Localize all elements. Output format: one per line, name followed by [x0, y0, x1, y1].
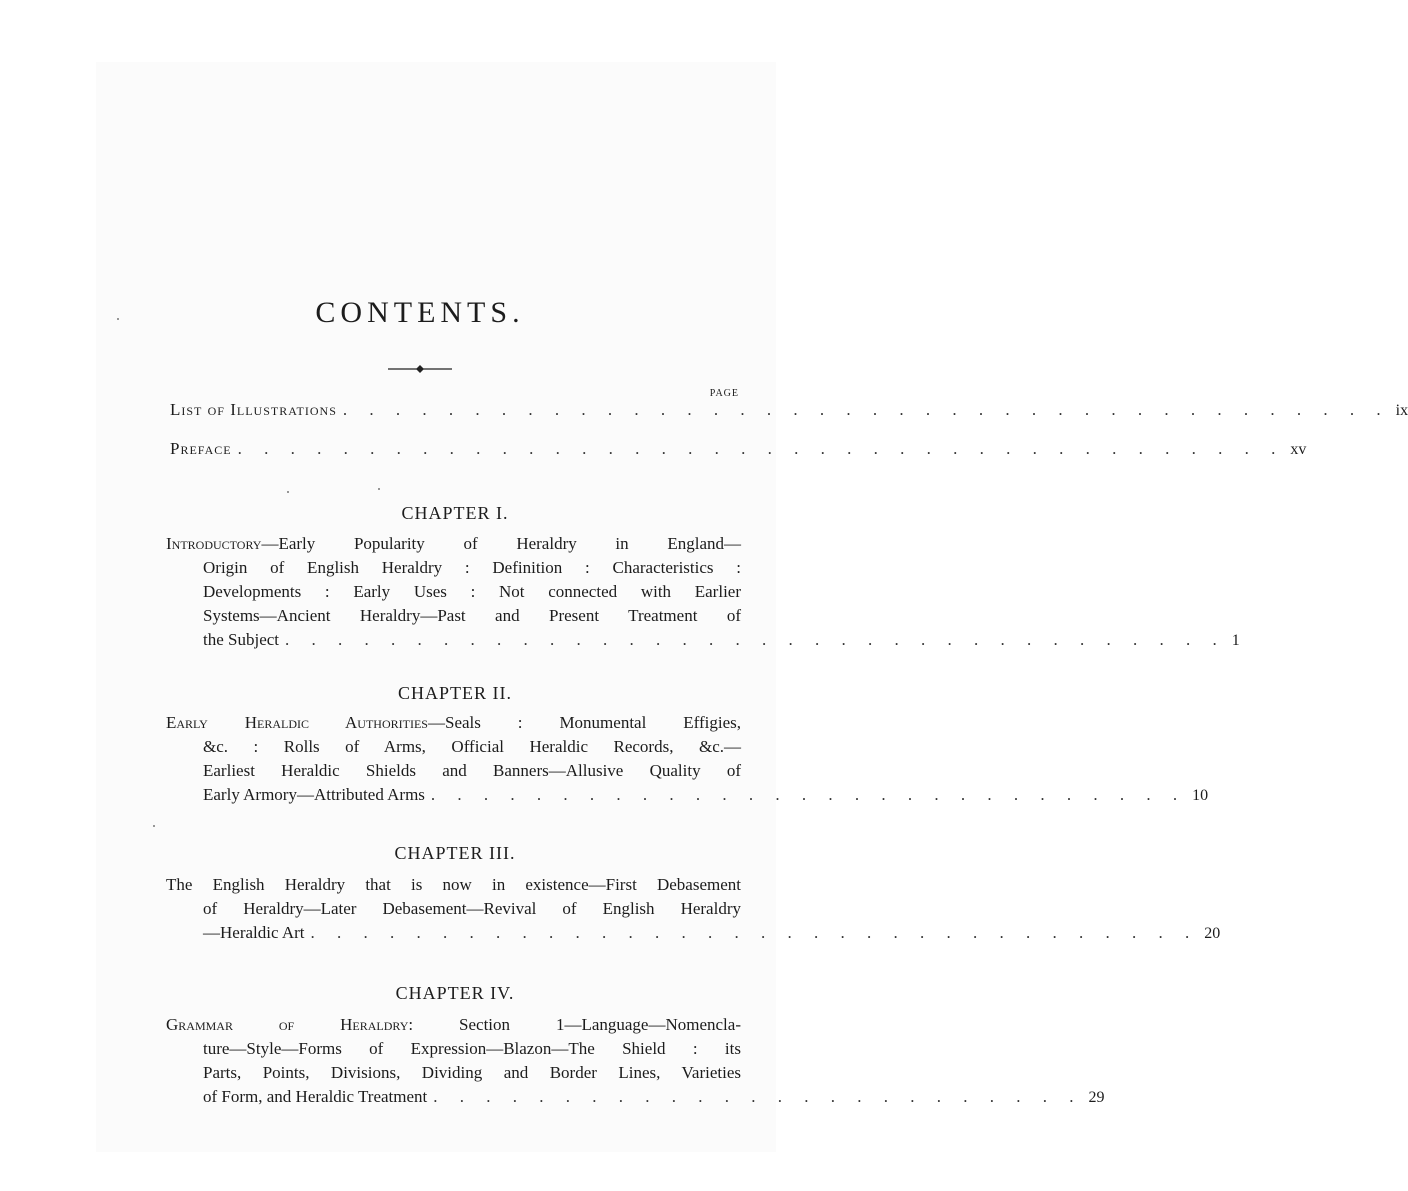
entry-lead: Grammar of Heraldry — [166, 1015, 409, 1034]
toc-entry-chapter-1[interactable] — [166, 532, 1240, 653]
page-title: CONTENTS. — [315, 296, 525, 329]
entry-text: the Subject — [203, 630, 280, 649]
dot-leader: . . . . . . . . . . . . . . . . . . . . . . . . . — [433, 1087, 1083, 1106]
entry-line: &c. : Rolls of Arms, Official Heraldic Records, &c.— — [203, 737, 741, 756]
toc-page-number: 29 — [1088, 1089, 1105, 1106]
entry-text: —Early Popularity of Heraldry in England— — [261, 534, 741, 553]
entry-text: —Seals : Monumental Effigies, — [427, 713, 741, 732]
entry-text: Early Armory—Attributed Arms — [203, 785, 425, 804]
entry-text: : Section 1—Language—Nomencla- — [408, 1015, 741, 1034]
toc-page-number: ix — [1395, 402, 1408, 419]
entry-line — [166, 921, 1221, 946]
entry-line — [166, 1013, 741, 1037]
toc-entry-chapter-3[interactable] — [166, 873, 1221, 946]
entry-text: —Heraldic Art — [203, 923, 305, 942]
entry-line — [166, 783, 1209, 808]
toc-entry-label: Preface — [170, 439, 232, 458]
entry-lead: Early Heraldic Authorities — [166, 713, 428, 732]
toc-entry-preface[interactable] — [170, 439, 1307, 459]
entry-line: of Heraldry—Later Debasement—Revival of English Heraldry — [203, 899, 741, 918]
toc-page-number: 1 — [1231, 632, 1240, 649]
entry-line: ture—Style—Forms of Expression—Blazon—The Shield : its — [203, 1039, 741, 1058]
toc-entry-chapter-2[interactable] — [166, 711, 1209, 808]
entry-lead: Introductory — [166, 534, 262, 553]
dot-leader: . . . . . . . . . . . . . . . . . . . . . . . . . . . . . — [430, 785, 1187, 804]
chapter-heading: CHAPTER IV. — [395, 983, 515, 1003]
entry-text: of Form, and Heraldic Treatment — [203, 1087, 428, 1106]
page-column-header: PAGE — [709, 388, 739, 399]
entry-line: Developments : Early Uses : Not connected with Earlier — [203, 582, 741, 601]
page-speck — [287, 491, 289, 493]
title-ornament-divider — [388, 363, 452, 375]
toc-entry-list-of-illustrations[interactable] — [170, 400, 1408, 420]
entry-line: Systems—Ancient Heraldry—Past and Present Treatment of — [203, 606, 741, 625]
dot-leader: . . . . . . . . . . . . . . . . . . . . . . . . . . . . . . . . . . . . . . . . — [237, 439, 1285, 458]
chapter-heading: CHAPTER III. — [394, 843, 516, 863]
chapter-heading: CHAPTER I. — [401, 503, 509, 523]
entry-line — [166, 532, 741, 556]
chapter-heading: CHAPTER II. — [398, 683, 512, 703]
toc-entry-chapter-4[interactable] — [166, 1013, 1105, 1110]
toc-page-number: xv — [1290, 441, 1307, 458]
dot-leader: . . . . . . . . . . . . . . . . . . . . . . . . . . . . . . . . . . . . . . . . — [342, 400, 1390, 419]
entry-line — [166, 628, 1240, 653]
toc-entry-label: List of Illustrations — [170, 400, 337, 419]
entry-line: Earliest Heraldic Shields and Banners—Allusive Quality of — [203, 761, 741, 780]
dot-leader: . . . . . . . . . . . . . . . . . . . . . . . . . . . . . . . . . . . . — [285, 630, 1226, 649]
entry-line — [166, 711, 741, 735]
entry-line: Origin of English Heraldry : Definition : Characteristics : — [203, 558, 741, 577]
entry-line: Parts, Points, Divisions, Dividing and Border Lines, Varieties — [203, 1063, 741, 1082]
page-speck — [378, 488, 380, 490]
page-speck — [153, 825, 155, 827]
dot-leader: . . . . . . . . . . . . . . . . . . . . . . . . . . . . . . . . . . — [310, 923, 1199, 942]
toc-page-number: 10 — [1192, 787, 1209, 804]
entry-line: The English Heraldry that is now in existence—First Debasement — [166, 875, 741, 894]
toc-page-number: 20 — [1204, 925, 1221, 942]
entry-line — [166, 1085, 1105, 1110]
